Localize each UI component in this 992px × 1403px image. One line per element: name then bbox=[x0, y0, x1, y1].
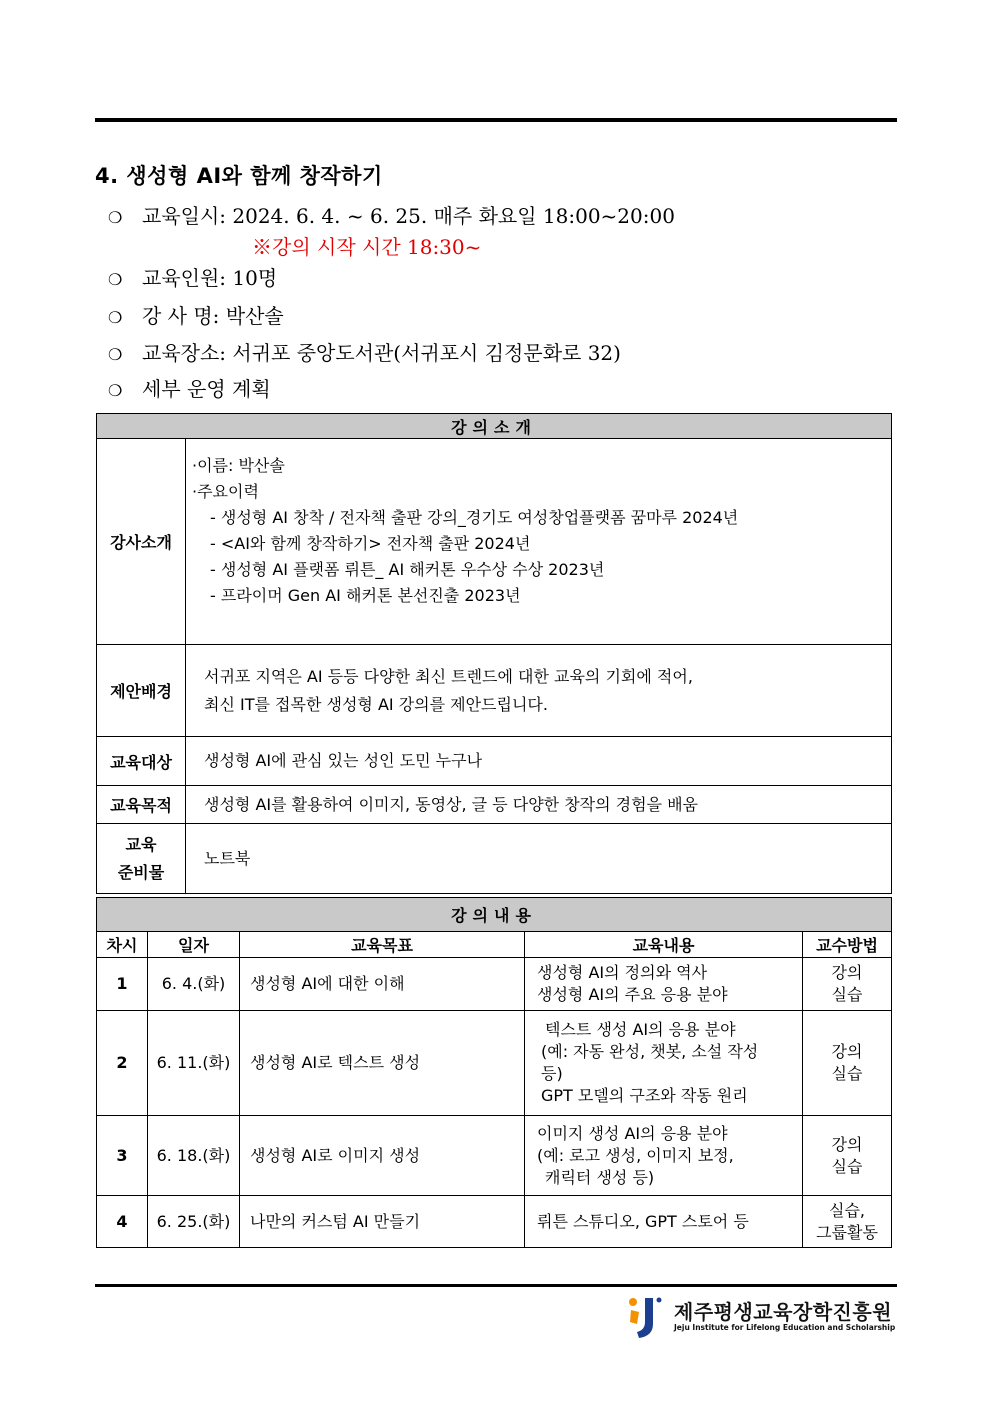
table-row: 4 6. 25.(화) 나만의 커스텀 AI 만들기 뤼튼 스튜디오, GPT 스토어 등 실습, 그룹활동 bbox=[97, 1196, 892, 1248]
goal-label: 교육목적 bbox=[97, 786, 186, 824]
circle-bullet-icon: ❍ bbox=[108, 270, 123, 289]
career-item: - 프라이머 Gen AI 해커톤 본선진출 2023년 bbox=[210, 586, 521, 605]
prep-label: 교육 준비물 bbox=[97, 824, 186, 894]
instructor-info: ·이름: 박산솔 ·주요이력 - 생성형 AI 창착 / 전자책 출판 강의_경기도 여성창업플랫폼 꿈마루 2024년 - <AI와 함께 창작하기> 전자책 출판 2024년 - 생성형 AI 플랫폼 뤼튼_ AI 해커톤 우수상 수상 2023년 - 프라이머 Gen AI 해커톤 본선진출 2023년 bbox=[186, 439, 892, 645]
institute-logo bbox=[625, 1292, 895, 1342]
target-text: 생성형 AI에 관심 있는 성인 도민 누구나 bbox=[186, 737, 892, 786]
bullet-location: ❍ 교육장소: 서귀포 중앙도서관(서귀포시 김정문화로 32) bbox=[108, 341, 621, 365]
col-date: 일자 bbox=[148, 932, 240, 958]
col-session: 차시 bbox=[97, 932, 148, 958]
bottom-rule bbox=[95, 1284, 897, 1287]
circle-bullet-icon: ❍ bbox=[108, 381, 123, 400]
circle-bullet-icon: ❍ bbox=[108, 308, 123, 327]
instructor-label: 강사소개 bbox=[97, 439, 186, 645]
prep-text: 노트북 bbox=[186, 824, 892, 894]
column-header-row bbox=[97, 932, 892, 958]
bullet-instructor: ❍ 강 사 명: 박산솔 bbox=[108, 304, 284, 328]
circle-bullet-icon: ❍ bbox=[108, 208, 123, 227]
section-title: 4. 생성형 AI와 함께 창작하기 bbox=[95, 164, 383, 188]
table-row: 2 6. 11.(화) 생성형 AI로 텍스트 생성 텍스트 생성 AI의 응용 분야 (예: 자동 완성, 챗봇, 소설 작성 등) GPT 모델의 구조와 작동 원리 강의 실습 bbox=[97, 1011, 892, 1116]
col-content: 교육내용 bbox=[525, 932, 803, 958]
career-item: - 생성형 AI 플랫폼 뤼튼_ AI 해커톤 우수상 수상 2023년 bbox=[210, 560, 605, 579]
top-rule bbox=[95, 118, 897, 122]
bullet-plan: ❍ 세부 운영 계획 bbox=[108, 377, 271, 401]
background-text: 서귀포 지역은 AI 등등 다양한 최신 트렌드에 대한 교육의 기회에 적어, 최신 IT를 접목한 생성형 AI 강의를 제안드립니다. bbox=[186, 645, 892, 737]
institute-emblem-icon bbox=[625, 1294, 671, 1340]
time-note: ※강의 시작 시간 18:30~ bbox=[252, 235, 482, 259]
target-label: 교육대상 bbox=[97, 737, 186, 786]
career-item: - <AI와 함께 창작하기> 전자책 출판 2024년 bbox=[210, 534, 531, 553]
table-row: 3 6. 18.(화) 생성형 AI로 이미지 생성 이미지 생성 AI의 응용 분야 (예: 로고 생성, 이미지 보정, 캐릭터 생성 등) 강의 실습 bbox=[97, 1116, 892, 1196]
schedule-table bbox=[96, 897, 892, 1248]
goal-text: 생성형 AI를 활용하여 이미지, 동영상, 글 등 다양한 창작의 경험을 배움 bbox=[186, 786, 892, 824]
career-item: - 생성형 AI 창착 / 전자책 출판 강의_경기도 여성창업플랫폼 꿈마루 2024년 bbox=[210, 508, 739, 527]
intro-header: 강의소개 bbox=[97, 414, 892, 439]
bullet-capacity: ❍ 교육인원: 10명 bbox=[108, 266, 278, 290]
circle-bullet-icon: ❍ bbox=[108, 345, 123, 364]
col-method: 교수방법 bbox=[803, 932, 892, 958]
schedule-header: 강의내용 bbox=[97, 898, 892, 932]
intro-table bbox=[96, 413, 892, 894]
table-row: 1 6. 4.(화) 생성형 AI에 대한 이해 생성형 AI의 정의와 역사 생성형 AI의 주요 응용 분야 강의 실습 bbox=[97, 958, 892, 1011]
institute-subtitle: Jeju Institute for Lifelong Education and Scholarship bbox=[674, 1323, 896, 1332]
background-label: 제안배경 bbox=[97, 645, 186, 737]
col-goal: 교육목표 bbox=[240, 932, 525, 958]
bullet-schedule: ❍ 교육일시: 2024. 6. 4. ~ 6. 25. 매주 화요일 18:00~20:00 bbox=[108, 204, 675, 228]
institute-name: 제주평생교육장학진흥원 bbox=[674, 1300, 893, 1324]
